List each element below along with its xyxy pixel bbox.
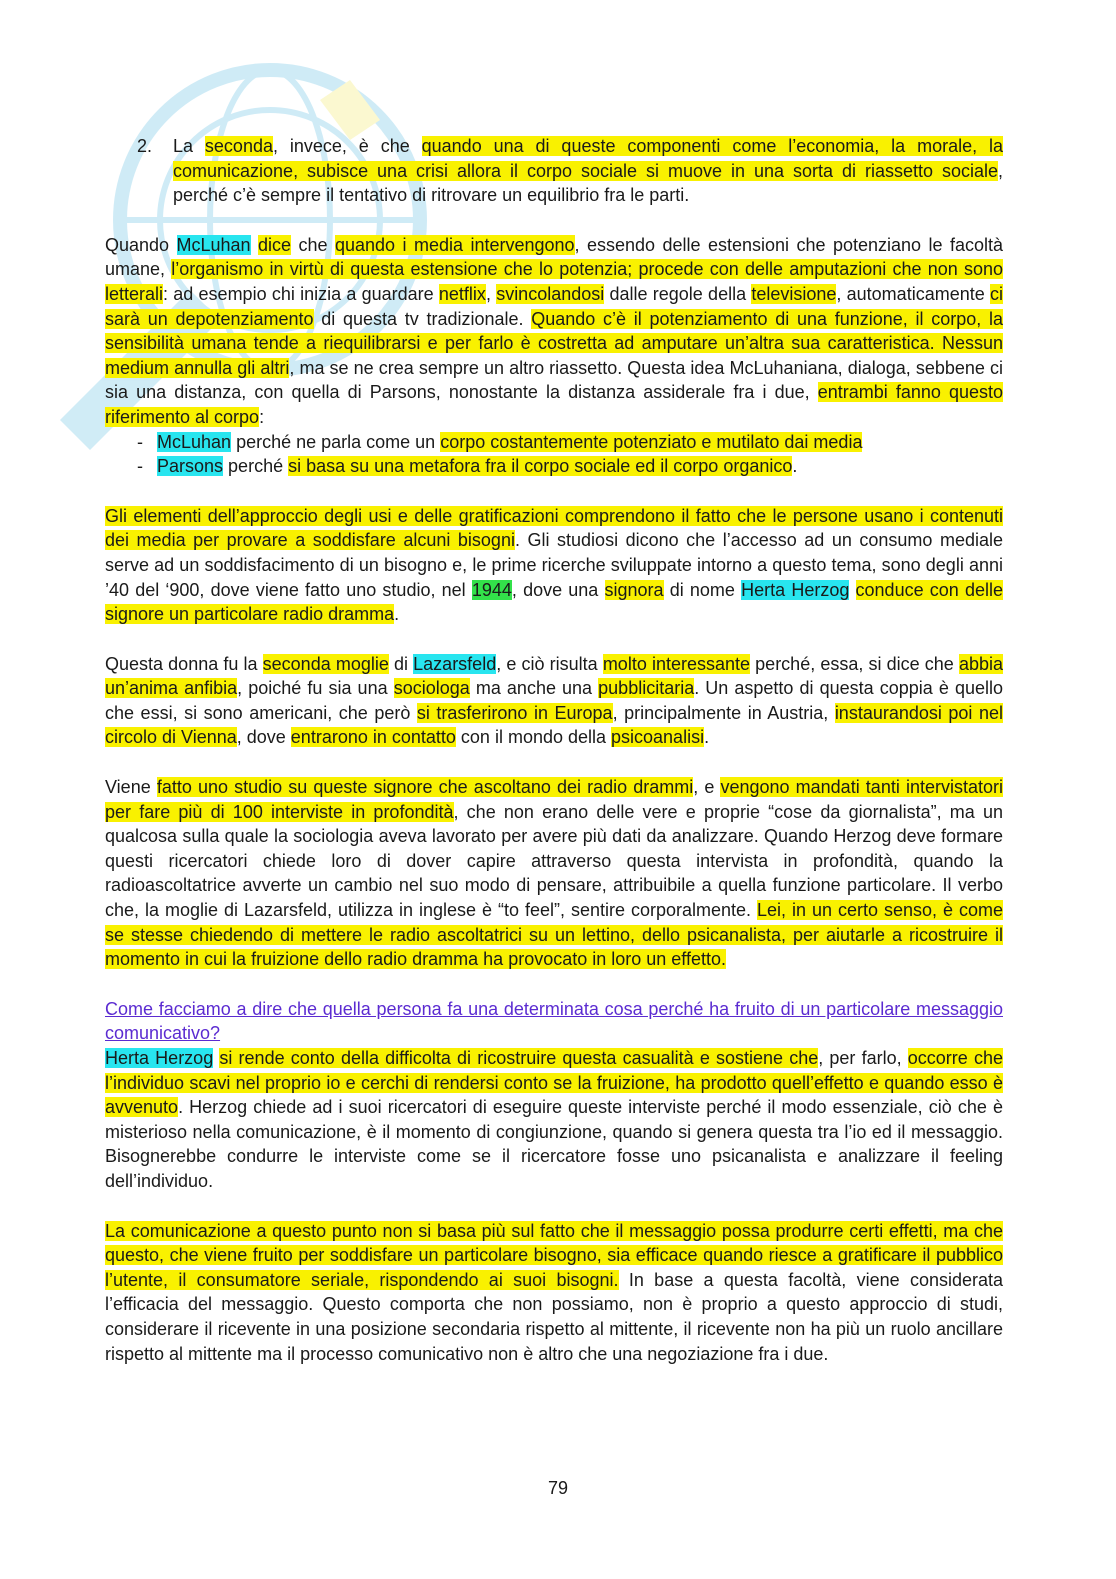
text-run: di nome (663, 579, 742, 600)
text-run: . Herzog chiede ad i suoi ricercatori di eseguire queste interviste perché il modo essenziale, ciò che è misterioso nella comunicazione, è il momento di congiunzione, quando si genera questa tra l’io ed il messaggio. Bisognerebbe condurre le interviste come se il ricercatore fosse uno psicanalista e analizzare il feeling dell’individuo. (105, 1097, 1003, 1191)
list-item: - Parsons perché si basa su una metafora fra il corpo sociale ed il corpo organico. (137, 456, 798, 477)
text-run: perché ne parla come un (231, 431, 441, 452)
list-item: - McLuhan perché ne parla come un corpo costantemente potenziato e mutilato dai media (137, 431, 863, 452)
highlighted-text: quando i media intervengono (335, 234, 575, 255)
highlighted-text: 1944 (471, 579, 512, 600)
text-run: , che non erano delle vere e proprie “cose da giornalista”, ma un qualcosa sulla quale la sociologia aveva lavorato per avere più dati da analizzare. Quando Herzog deve formare questi ricercatori chiede loro di dover capire attraverso questa intervista in profondità, quando la radioascoltatrice avverte un cambio nel suo modo di pensare, attribuibile a quella funzione particolare. Il verbo che, la moglie di Lazarsfeld, utilizza in inglese è “to feel”, sentire corporalmente. (105, 801, 1004, 921)
highlighted-text: sociologa (393, 678, 470, 699)
text-run: Viene (105, 777, 157, 798)
text-run: Questa donna fu la (105, 653, 263, 674)
text-run: , dove una (511, 579, 605, 600)
paragraph-gratificazioni (105, 504, 1003, 627)
bullet-list (105, 430, 1003, 479)
text-run: , e ciò risulta (496, 653, 603, 674)
highlighted-text: svincolandosi (496, 283, 605, 304)
text-run: perché (223, 456, 289, 477)
highlighted-text: televisione (751, 283, 837, 304)
numbered-item-2 (105, 134, 1003, 208)
text-run (251, 235, 258, 255)
text-run: , essendo delle estensioni che potenziano le facoltà umane, (105, 234, 1003, 280)
list-number: 2. (137, 136, 153, 156)
text-run: di (388, 653, 414, 674)
numbered-item-text (173, 134, 1003, 208)
highlighted-text: La comunicazione a questo punto non si basa più sul fatto che il messaggio possa produrre certi effetti, ma che questo, che viene fruito per soddisfare un particolare bisogno, sia efficace quando riesce a gratificare il pubblico l’utente, il consumatore seriale, rispondendo ai suoi bisogni. (105, 1220, 1003, 1290)
highlighted-text: fatto uno studio su queste signore che ascoltano dei radio drammi (156, 777, 694, 798)
text-run: : (259, 406, 265, 427)
highlighted-text: si trasferirono in Europa (416, 702, 613, 723)
question-link[interactable]: Come facciamo a dire che quella persona fa una determinata cosa perché ha fruito di un particolare messaggio comunicativo? (105, 998, 1003, 1044)
text-run: dalle regole della (604, 283, 752, 304)
highlighted-text: Quando c’è il potenziamento di una funzione, il corpo, la sensibilità umana tende a riequilibrarsi e per farlo è costretta ad amputare un’altra sua caratteristica. Nessun medium annulla gli altri (105, 308, 1003, 378)
text-run: . (704, 727, 710, 748)
text-run: , e (693, 777, 721, 798)
text-run: In base a questa facoltà, viene considerata l’efficacia del messaggio. Questo comporta che non possiamo, non è proprio a questo approccio di studi, considerare il ricevente in una posizione secondaria rispetto al mittente, il ricevente non ha più un ruolo ancillare rispetto al mittente ma il processo comunicativo non è altro che una negoziazione fra i due. (105, 1269, 1004, 1364)
highlighted-text: dice (258, 234, 292, 255)
text-run: , perché c’è sempre il tentativo di ritrovare un equilibrio fra le parti. (173, 160, 1003, 206)
highlighted-text: si rende conto della difficolta di ricostruire questa casualità e sostiene che (219, 1048, 819, 1068)
highlighted-text: netflix (438, 283, 486, 304)
highlighted-text: Herta Herzog (105, 1048, 214, 1068)
highlighted-text: entrambi fanno questo riferimento al corpo (105, 382, 1004, 427)
highlighted-text: vengono mandati tanti intervistatori per fare più di 100 interviste in profondità (105, 777, 1003, 822)
highlighted-text: corpo costantemente potenziato e mutilato dai media (440, 431, 863, 452)
highlighted-text: pubblicitaria (598, 678, 695, 699)
paragraph-comunicazione (105, 1219, 1003, 1367)
text-run: perché, essa, si dice che (750, 653, 959, 674)
highlighted-text: conduce con delle signore un particolare radio dramma (105, 579, 1003, 625)
text-run: , automaticamente (836, 283, 990, 304)
text-run: . (792, 456, 798, 477)
highlighted-text: occorre che l’individuo scavi nel proprio io e cerchi di rendersi conto se la fruizione, ha prodotto quell’effetto e quando esso è avvenuto (105, 1048, 1003, 1118)
text-run: , poiché fu sia una (237, 678, 394, 699)
text-run: . Gli studiosi dicono che l’accesso ad un consumo mediale serve ad un soddisfacimento di un bisogno e, le prime ricerche sviluppate intorno a questo tema, sono degli anni ’40 del ‘900, dove viene fatto uno studio, nel (105, 530, 1004, 600)
highlighted-text: Lei, in un certo senso, è come se stesse chiedendo di mettere le radio ascoltatrici su un lettino, dello psicanalista, per aiutarle a ricostruire il momento in cui la fruizione dello radio dramma ha provocato in loro un effetto. (105, 900, 1003, 970)
highlighted-text: Herta Herzog (741, 579, 850, 600)
highlighted-text: McLuhan (157, 431, 232, 452)
highlighted-text: seconda (204, 136, 273, 156)
highlighted-text: abbia un’anima anfibia (105, 653, 1003, 699)
highlighted-text: entrarono in contatto (290, 727, 456, 748)
highlighted-text: Lazarsfeld (413, 653, 497, 674)
text-run: Quando (105, 234, 177, 255)
highlighted-text: ci sarà un depotenziamento (105, 283, 1003, 329)
text-run (849, 580, 855, 600)
highlighted-text: instaurandosi poi nel circolo di Vienna (105, 702, 1003, 748)
text-run: , ma se ne crea sempre un altro riassetto. Questa idea McLuhaniana, dialoga, sebbene ci sia una distanza, con quella di Parsons, nonostante la distanza assiderale fra i due, (105, 357, 1003, 403)
text-run: con il mondo della (455, 727, 612, 748)
page-number: 79 (547, 1478, 569, 1498)
text-run: , per farlo, (818, 1048, 908, 1068)
highlighted-text: signora (604, 579, 664, 600)
text-run: che (291, 234, 335, 255)
highlighted-text: psicoanalisi (611, 727, 705, 748)
highlighted-text: Gli elementi dell’approccio degli usi e delle gratificazioni comprendono il fatto che le persone usano i contenuti dei media per provare a soddisfare alcuni bisogni (105, 505, 1003, 551)
text-run: , invece, è che (272, 136, 422, 156)
text-run: La (173, 136, 205, 156)
text-run: , principalmente in Austria, (612, 702, 835, 723)
highlighted-text: McLuhan (176, 234, 251, 255)
text-run: : ad esempio chi inizia a guardare (163, 283, 439, 304)
text-run: . Un aspetto di questa coppia è quello che essi, si sono americani, che però (105, 678, 1003, 723)
paragraph-studio-signore (105, 775, 1003, 972)
paragraph-herzog-difficolta (105, 1046, 1003, 1194)
highlighted-text: l’organismo in virtù di questa estensione che lo potenzia; procede con delle amputazioni che non sono letterali (105, 259, 1004, 304)
highlighted-text: seconda moglie (262, 653, 389, 674)
highlighted-text: molto interessante (602, 653, 751, 674)
document-page (105, 134, 1003, 1366)
text-run: . (394, 604, 400, 625)
text-run: , (485, 283, 497, 304)
paragraph-herzog-lazarsfeld (105, 652, 1003, 750)
highlighted-text: si basa su una metafora fra il corpo sociale ed il corpo organico (288, 456, 793, 477)
paragraph-mcluhan (105, 233, 1003, 430)
text-run: di questa tv tradizionale. (313, 308, 532, 329)
text-run: ma anche una (469, 678, 599, 699)
text-run: , dove (236, 727, 291, 748)
highlighted-text: quando una di queste componenti come l’economia, la morale, la comunicazione, subisce una crisi allora il corpo sociale si muove in una sorta di riassetto sociale (173, 136, 1003, 181)
highlighted-text: Parsons (157, 456, 224, 477)
